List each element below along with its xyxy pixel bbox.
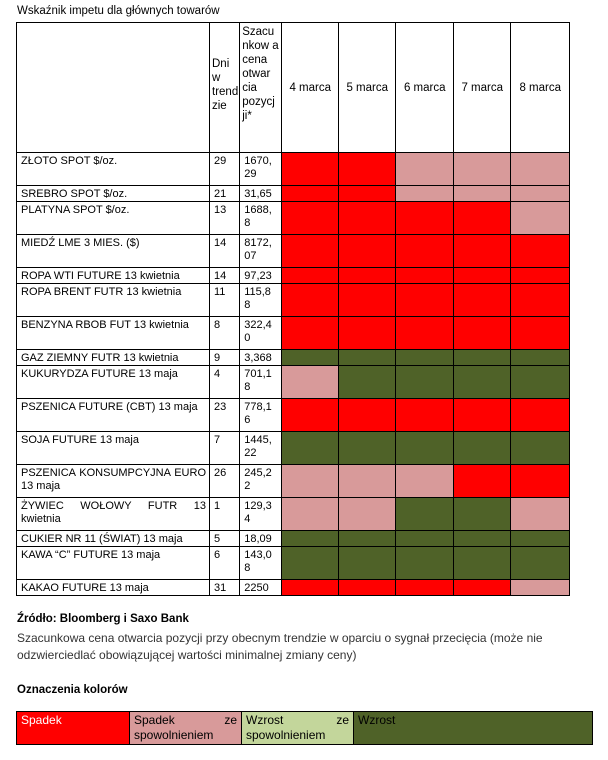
estimated-price: 2250 [240, 580, 282, 596]
signal-cell-spadek-spowolnieniem [511, 202, 570, 235]
signal-cell-spadek-spowolnieniem [454, 153, 511, 186]
table-row [17, 399, 570, 432]
signal-cell-wzrost [454, 366, 511, 399]
signal-cell-wzrost [339, 547, 396, 580]
days-in-trend: 1 [210, 498, 240, 531]
table-row [17, 465, 570, 498]
estimated-price: 97,23 [240, 268, 282, 284]
signal-cell-spadek [454, 202, 511, 235]
signal-cell-spadek-spowolnieniem [339, 465, 396, 498]
signal-cell-spadek [454, 399, 511, 432]
signal-cell-spadek [282, 580, 339, 596]
color-legend [16, 711, 593, 745]
commodity-name: MIEDŹ LME 3 MIES. ($) [17, 235, 210, 268]
signal-cell-spadek [511, 399, 570, 432]
signal-cell-wzrost [339, 350, 396, 366]
commodity-name: ROPA WTI FUTURE 13 kwietnia [17, 268, 210, 284]
momentum-table [16, 22, 570, 596]
days-in-trend: 5 [210, 531, 240, 547]
estimated-price: 3,368 [240, 350, 282, 366]
signal-cell-wzrost [396, 350, 454, 366]
signal-cell-spadek-spowolnieniem [396, 186, 454, 202]
commodity-name: SREBRO SPOT $/oz. [17, 186, 210, 202]
signal-cell-spadek [396, 268, 454, 284]
signal-cell-spadek [339, 317, 396, 350]
table-row [17, 547, 570, 580]
signal-cell-spadek-spowolnieniem [282, 366, 339, 399]
days-in-trend: 13 [210, 202, 240, 235]
table-title: Wskaźnik impetu dla głównych towarów [17, 5, 220, 17]
table-row [17, 366, 570, 399]
header-date-4: 7 marca [454, 23, 511, 153]
signal-cell-spadek [339, 235, 396, 268]
signal-cell-spadek [396, 284, 454, 317]
signal-cell-spadek [339, 186, 396, 202]
days-in-trend: 7 [210, 432, 240, 465]
signal-cell-spadek [454, 235, 511, 268]
signal-cell-wzrost [396, 498, 454, 531]
signal-cell-wzrost [282, 432, 339, 465]
table-row [17, 432, 570, 465]
table-row [17, 498, 570, 531]
header-row [17, 23, 570, 153]
commodity-name: ROPA BRENT FUTR 13 kwietnia [17, 284, 210, 317]
signal-cell-spadek [396, 202, 454, 235]
signal-cell-wzrost [454, 350, 511, 366]
commodity-name: PSZENICA FUTURE (CBT) 13 maja [17, 399, 210, 432]
signal-cell-spadek-spowolnieniem [511, 153, 570, 186]
legend-title: Oznaczenia kolorów [17, 684, 128, 696]
signal-cell-wzrost [454, 547, 511, 580]
signal-cell-wzrost [511, 531, 570, 547]
legend-wzrost-spowolnieniem: Wzrost ze spowolnieniem [242, 712, 354, 745]
days-in-trend: 11 [210, 284, 240, 317]
legend-spadek-spowolnieniem: Spadek ze spowolnieniem [130, 712, 242, 745]
signal-cell-spadek [282, 186, 339, 202]
footnote: Szacunkowa cena otwarcia pozycji przy obecnym trendzie w oparciu o sygnał przecięcia (może nie odzwierciedlać obowiązującej wartości minimalnej zmiany ceny) [17, 631, 543, 662]
commodity-name: PLATYNA SPOT $/oz. [17, 202, 210, 235]
days-in-trend: 14 [210, 268, 240, 284]
signal-cell-wzrost [282, 350, 339, 366]
commodity-name: GAZ ZIEMNY FUTR 13 kwietnia [17, 350, 210, 366]
table-row [17, 202, 570, 235]
days-in-trend: 8 [210, 317, 240, 350]
signal-cell-spadek [282, 235, 339, 268]
signal-cell-wzrost [511, 350, 570, 366]
legend-wzrost: Wzrost [354, 712, 593, 745]
signal-cell-wzrost [454, 531, 511, 547]
signal-cell-wzrost [396, 432, 454, 465]
table-row [17, 186, 570, 202]
signal-cell-spadek [396, 317, 454, 350]
table-row [17, 350, 570, 366]
header-date-3: 6 marca [396, 23, 454, 153]
signal-cell-spadek [339, 202, 396, 235]
commodity-name: PSZENICA KONSUMPCYJNA EURO 13 maja [17, 465, 210, 498]
estimated-price: 245,2 2 [240, 465, 282, 498]
signal-cell-spadek [282, 399, 339, 432]
signal-cell-wzrost [511, 432, 570, 465]
estimated-price: 129,3 4 [240, 498, 282, 531]
signal-cell-spadek [396, 235, 454, 268]
signal-cell-spadek [454, 580, 511, 596]
estimated-price: 31,65 [240, 186, 282, 202]
signal-cell-spadek [339, 284, 396, 317]
commodity-name: CUKIER NR 11 (ŚWIAT) 13 maja [17, 531, 210, 547]
days-in-trend: 6 [210, 547, 240, 580]
signal-cell-spadek [511, 235, 570, 268]
signal-cell-wzrost [396, 366, 454, 399]
header-days-in-trend: Dni w trend zie [210, 23, 240, 153]
signal-cell-spadek [339, 153, 396, 186]
signal-cell-wzrost [282, 531, 339, 547]
signal-cell-wzrost [339, 531, 396, 547]
days-in-trend: 31 [210, 580, 240, 596]
signal-cell-wzrost [282, 547, 339, 580]
commodity-name: BENZYNA RBOB FUT 13 kwietnia [17, 317, 210, 350]
table-row [17, 580, 570, 596]
signal-cell-wzrost [511, 366, 570, 399]
signal-cell-spadek-spowolnieniem [511, 580, 570, 596]
estimated-price: 1688, 8 [240, 202, 282, 235]
signal-cell-spadek [339, 580, 396, 596]
signal-cell-spadek-spowolnieniem [282, 465, 339, 498]
commodity-name: SOJA FUTURE 13 maja [17, 432, 210, 465]
estimated-price: 18,09 [240, 531, 282, 547]
estimated-price: 115,8 8 [240, 284, 282, 317]
header-name-cell [17, 23, 210, 153]
signal-cell-spadek [282, 202, 339, 235]
signal-cell-spadek [396, 399, 454, 432]
signal-cell-spadek-spowolnieniem [511, 498, 570, 531]
signal-cell-wzrost [339, 366, 396, 399]
header-date-2: 5 marca [339, 23, 396, 153]
signal-cell-spadek-spowolnieniem [396, 465, 454, 498]
signal-cell-wzrost [396, 547, 454, 580]
signal-cell-spadek [282, 268, 339, 284]
days-in-trend: 9 [210, 350, 240, 366]
days-in-trend: 14 [210, 235, 240, 268]
estimated-price: 143,0 8 [240, 547, 282, 580]
legend-spadek: Spadek [17, 712, 130, 745]
days-in-trend: 26 [210, 465, 240, 498]
days-in-trend: 4 [210, 366, 240, 399]
estimated-price: 322,4 0 [240, 317, 282, 350]
header-date-5: 8 marca [511, 23, 570, 153]
signal-cell-spadek [511, 284, 570, 317]
signal-cell-spadek [282, 284, 339, 317]
signal-cell-wzrost [396, 531, 454, 547]
signal-cell-spadek [282, 153, 339, 186]
days-in-trend: 23 [210, 399, 240, 432]
signal-cell-spadek [454, 268, 511, 284]
header-estimated-price: Szacu nkow a cena otwar cia pozycj ji* [240, 23, 282, 153]
table-row [17, 531, 570, 547]
commodity-name: ŻYWIEC WOŁOWY FUTR 13 kwietnia [17, 498, 210, 531]
estimated-price: 778,1 6 [240, 399, 282, 432]
signal-cell-spadek-spowolnieniem [339, 498, 396, 531]
signal-cell-spadek [454, 465, 511, 498]
header-date-1: 4 marca [282, 23, 339, 153]
estimated-price: 1445, 22 [240, 432, 282, 465]
signal-cell-spadek [511, 268, 570, 284]
days-in-trend: 21 [210, 186, 240, 202]
commodity-name: ZŁOTO SPOT $/oz. [17, 153, 210, 186]
signal-cell-spadek-spowolnieniem [511, 186, 570, 202]
table-row [17, 235, 570, 268]
signal-cell-spadek [339, 399, 396, 432]
signal-cell-spadek [454, 284, 511, 317]
days-in-trend: 29 [210, 153, 240, 186]
signal-cell-spadek [511, 317, 570, 350]
signal-cell-spadek-spowolnieniem [396, 153, 454, 186]
signal-cell-spadek [282, 317, 339, 350]
signal-cell-wzrost [454, 498, 511, 531]
table-row [17, 284, 570, 317]
commodity-name: KUKURYDZA FUTURE 13 maja [17, 366, 210, 399]
signal-cell-spadek [454, 317, 511, 350]
signal-cell-spadek [339, 268, 396, 284]
signal-cell-spadek [396, 580, 454, 596]
table-row [17, 153, 570, 186]
commodity-name: KAWA “C” FUTURE 13 maja [17, 547, 210, 580]
signal-cell-spadek-spowolnieniem [282, 498, 339, 531]
signal-cell-spadek-spowolnieniem [454, 186, 511, 202]
table-row [17, 317, 570, 350]
signal-cell-wzrost [454, 432, 511, 465]
commodity-name: KAKAO FUTURE 13 maja [17, 580, 210, 596]
source-line: Źródło: Bloomberg i Saxo Bank [17, 613, 189, 625]
signal-cell-wzrost [339, 432, 396, 465]
estimated-price: 701,1 8 [240, 366, 282, 399]
table-row [17, 268, 570, 284]
estimated-price: 8172, 07 [240, 235, 282, 268]
signal-cell-wzrost [511, 547, 570, 580]
estimated-price: 1670, 29 [240, 153, 282, 186]
signal-cell-spadek [511, 465, 570, 498]
